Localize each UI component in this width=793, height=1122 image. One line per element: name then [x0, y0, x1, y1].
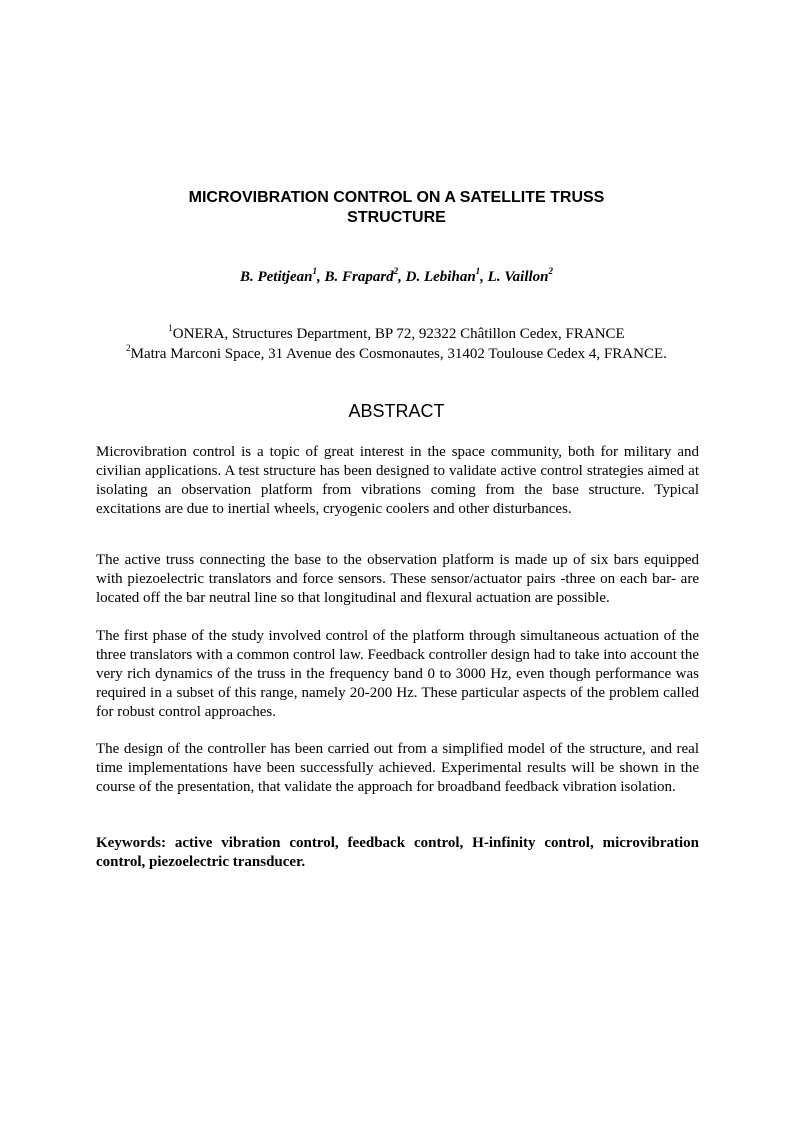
author-affiliation-mark: 2 [393, 266, 399, 276]
abstract-paragraph-2: The active truss connecting the base to the observation platform is made up of six bars equipped with piezoelectric translators and force sensors. These sensor/actuator pairs -three on each bar- are located off the bar neutral line so that longitudinal and flexural actuation are possible. [96, 552, 699, 606]
author-name: L. Vaillon [487, 269, 549, 285]
author-name: B. Frapard [324, 269, 394, 285]
author-name: D. Lebihan [405, 269, 476, 285]
affiliation-mark: 2 [126, 343, 131, 353]
affiliation-text: Matra Marconi Space, 31 Avenue des Cosmonautes, 31402 Toulouse Cedex 4, FRANCE. [130, 346, 667, 362]
abstract-paragraph-3: The first phase of the study involved control of the platform through simultaneous actuation of the three translators with a common control law. Feedback controller design had to take into account the very rich dynamics of the truss in the frequency band 0 to 3000 Hz, even though performance was required in a subset of this range, namely 20-200 Hz. These particular aspects of the problem called for robust control approaches. [96, 628, 700, 720]
affiliation-mark: 1 [168, 323, 173, 333]
author-affiliation-mark: 1 [312, 266, 317, 276]
affiliation-onera [60, 324, 733, 344]
author-list: B. Petitjean$^1$, B. Frapard$^2$, D. Lebihan$^1$, L. Vaillon$^2$ [239, 266, 554, 285]
author-affiliation-mark: 2 [548, 266, 554, 276]
abstract-paragraph-1: Microvibration control is a topic of great interest in the space community, both for military and civilian applications. A test structure has been designed to validate active control strategies aimed at isolating an observation platform from vibrations coming from the base structure. Typical excitations are due to inertial wheels, cryogenic coolers and other disturbances. [96, 444, 699, 517]
title-line-1: MICROVIBRATION CONTROL ON A SATELLITE TRUSS [188, 189, 605, 206]
author-name: B. Petitjean [239, 269, 313, 285]
affiliation-text: ONERA, Structures Department, BP 72, 92322 Châtillon Cedex, FRANCE [172, 326, 625, 342]
author-affiliation-mark: 1 [475, 266, 481, 276]
title-line-2: STRUCTURE [347, 209, 446, 226]
paper-title [96, 188, 697, 228]
keywords: Keywords: active vibration control, feedback control, H-infinity control, microvibration control, piezoelectric transducer. [96, 835, 699, 870]
abstract-heading: ABSTRACT [348, 401, 445, 421]
abstract-paragraph-4: The design of the controller has been carried out from a simplified model of the structure, and real time implementations have been successfully achieved. Experimental results will be shown in the course of the presentation, that validate the approach for broadband feedback vibration isolation. [96, 741, 699, 795]
affiliation-matra [60, 344, 733, 364]
